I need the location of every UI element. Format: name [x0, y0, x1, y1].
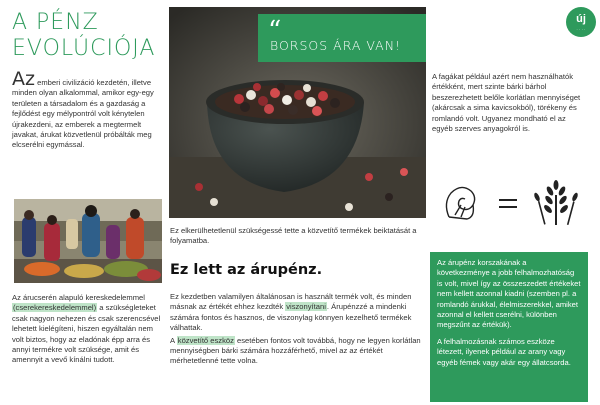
- shell-equals-wheat: [437, 175, 587, 230]
- info-paragraph-1: Az árupénz korszakának a következménye a jobb felhalmozhatóság is volt, mivel így az összeszedett értékeket nem kellett azonnal kiadni (szemben pl. a romlandó árukkal, élelmiszerekkel, amiket azonnal el kellett cserélni, különben megszűnt az értékük).: [437, 258, 581, 330]
- p2-text-2: esetében fontos volt továbbá, hogy ne legyen korlátlan mennyiségben bárki számára hozzáférhető, mivel az az értékét mérhetetlenné tette volna.: [170, 335, 421, 366]
- title-line-1: A PÉNZ: [12, 10, 99, 35]
- organic-materials-text: A fagákat például azért nem használhatók értékként, mert szinte bárki bárhol beszerezhetett belőle korlátlan mennyiséget (akárcsak a sima kavicsokból), törékeny és romlandó volt. Ugyanez mondható el az egyéb szerves anyagokról is.: [432, 72, 581, 134]
- highlight-relate: viszonyítani: [286, 302, 326, 312]
- logo-subtext: · · · ·: [576, 28, 586, 32]
- brand-logo: [566, 7, 596, 37]
- title-line-2: EVOLÚCIÓJA: [12, 36, 156, 61]
- quote-banner: [258, 14, 426, 62]
- dropcap: Az: [12, 68, 35, 90]
- quote-text: BORSOS ÁRA VAN!: [270, 38, 402, 53]
- info-paragraph-2: A felhalmozásnak számos eszköze létezett, ilyenek például az arany vagy egyéb fémek vagy akár egy állatcsorda.: [437, 336, 571, 367]
- page-title: [12, 10, 167, 62]
- info-box: [430, 252, 588, 402]
- equals-sign: [499, 200, 517, 207]
- photo-caption: Ez elkerülhetetlenül szükségessé tette a közvetítő termékek beiktatását a folyamatba.: [170, 226, 417, 246]
- quote-mark: “: [268, 16, 282, 46]
- logo-text: új: [576, 13, 586, 25]
- wheat-icon: [533, 180, 579, 225]
- p1-text-2: . Árupénzzé a mindenki számára fontos és hasznos, de viszonylag könnyen kezelhető termékek válhattak.: [170, 302, 412, 333]
- barter-text-1: Az árucserén alapuló kereskedelemmel: [12, 293, 145, 302]
- paragraph-1: [170, 292, 425, 334]
- commodity-money-text: [170, 292, 425, 369]
- barter-text-2: a szükségleteket csak nagyon nehezen és csak szerencsével lehetett kielégíteni, hiszen egyáltalán nem volt biztos, hogy az eladónak épp arra és annyi termékre volt szüksége, amit és amennyit a vevő kínálni tudott.: [12, 303, 161, 365]
- barter-paragraph: [12, 293, 162, 366]
- highlight-medium: közvetítő eszköz: [177, 335, 234, 345]
- section-heading: Ez lett az árupénz.: [170, 262, 323, 278]
- p1-text-1: Ez kezdetben valamilyen általánosan is használt termék volt, és minden másnak az értékét ehhez kezdték: [170, 292, 412, 312]
- paragraph-2: [170, 336, 425, 367]
- intro-paragraph: [12, 68, 160, 151]
- intro-text: emberi civilizáció kezdetén, illetve minden olyan alkalommal, amikor egy-egy területen a társadalom és a gazdaság a fejlődést egy mélypontról volt kénytelen újrakezdeni, az emberek a megtermelt javakat, árukat közvetlenül próbálták meg elcserélni egymással.: [12, 78, 154, 150]
- market-photo: [14, 199, 162, 283]
- highlight-barter: (cserekereskedelemmel): [13, 303, 97, 313]
- shell-icon: [446, 187, 474, 219]
- p2-text-1: A: [170, 335, 177, 345]
